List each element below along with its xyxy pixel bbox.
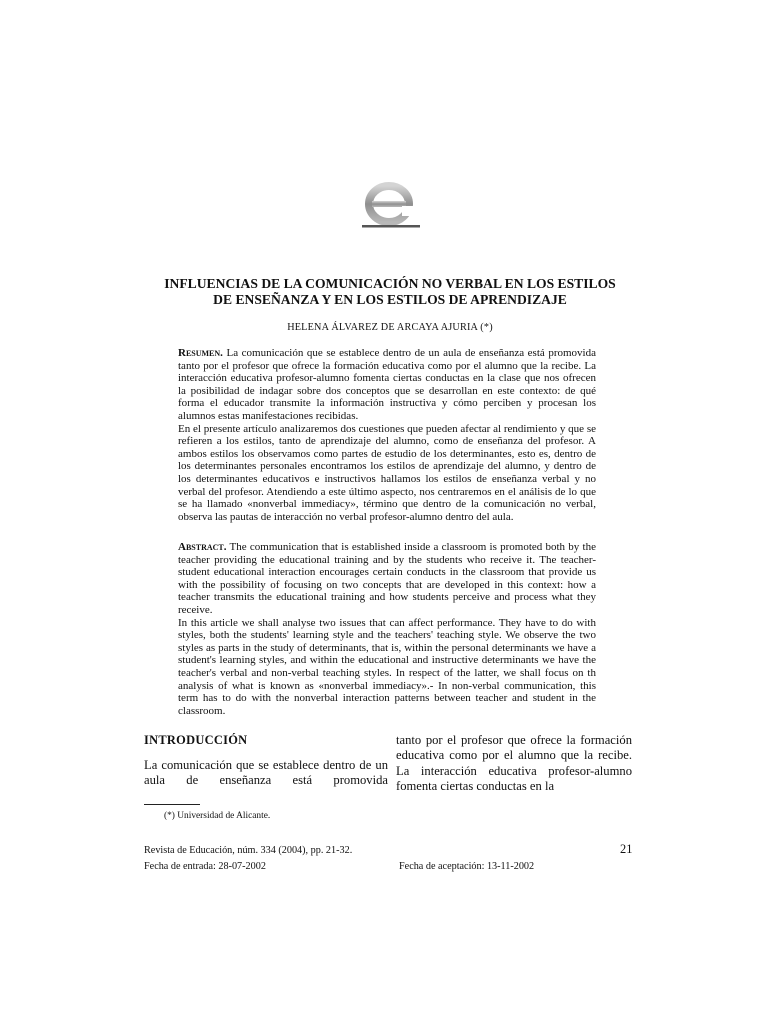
body-left-column-text: La comunicación que se establece dentro de un aula de enseñanza está promovida: [144, 758, 388, 788]
resumen-text-1: La comunicación que se establece dentro de un aula de enseñanza está promovida tanto por el profesor que ofrece la formación educativa como por el alumno que la recibe. La interacción educativa profesor-alumno fomenta ciertas conductas en la clase que nos ofrecen la posibilidad de indagar sobre dos conceptos que se desarrollan en este contexto: de qué forma el educador transmite la información instructiva y cómo perciben y procesan los alumnos estas manifestaciones recibidas.: [178, 347, 596, 422]
resumen-label: Resumen.: [178, 347, 223, 359]
footnote-affiliation: (*) Universidad de Alicante.: [164, 811, 271, 821]
journal-reference: Revista de Educación, núm. 334 (2004), pp. 21-32.: [144, 845, 353, 856]
article-title: [150, 276, 630, 308]
abstract-paragraph-1: [178, 541, 596, 617]
abstract-paragraph-2: In this article we shall analyse two issues that can affect performance. They have to do with styles, both the students' learning style and the teachers' teaching style. We observe the two styles as parts in the study of determinants, that is, within the personal determinants we have a student's learning styles, and within the educational and instructive determinants we have the teacher's verbal and non-verbal teaching styles. In respect of the latter, we shall focus on th analysis of what is known as «nonverbal immediacy».- In non-verbal communication, this term has to do with the nonverbal interaction patterns between teacher and student in the classroom.: [178, 616, 596, 717]
author-name: HELENA ÁLVAREZ DE ARCAYA AJURIA (*): [287, 322, 493, 333]
date-accepted: Fecha de aceptación: 13-11-2002: [399, 861, 535, 872]
footnote-rule: [144, 804, 200, 805]
title-line-1: INFLUENCIAS DE LA COMUNICACIÓN NO VERBAL EN LOS ESTILOS: [164, 276, 616, 291]
abstract-block: [178, 541, 596, 717]
abstract-text-1: The communication that is established inside a classroom is promoted both by the teacher providing the educational training and by the students who receive it. The teacher-student educational interaction encourages certain conducts in the classroom that provide us with the possibility of focusing on two concepts that are developed in this context: how a teacher transmits the educational training and how students perceive and process what they receive.: [178, 541, 596, 616]
body-right-column-text: tanto por el profesor que ofrece la formación educativa como por el alumno que la recibe. La interacción educativa profesor-alumno fomenta ciertas conductas en la: [396, 733, 632, 794]
abstract-label: Abstract.: [178, 541, 227, 553]
section-heading-introduccion: INTRODUCCIÓN: [144, 733, 248, 747]
resumen-block: [178, 347, 596, 523]
resumen-paragraph-2: En el presente artículo analizaremos dos cuestiones que pueden afectar al rendimiento y que se refieren a los estilos, tanto de aprendizaje del alumno, como de enseñanza del profesor. A ambos estilos los observamos como partes de estudio de los determinantes, esto es, dentro de los determinantes personales encontramos los estilos de aprendizaje del alumno, y dentro de los determinantes educativos e instructivos hallamos los estilos de enseñanza verbal y no verbal del profesor. Atendiendo a este último aspecto, nos centraremos en el análisis de lo que se ha llamado «nonverbal immediacy», término que dentro de la comunicación no verbal, observa las pautas de interacción no verbal profesor-alumno dentro del aula.: [178, 422, 596, 523]
date-received: Fecha de entrada: 28-07-2002: [144, 861, 266, 872]
page-number: 21: [620, 842, 633, 856]
resumen-paragraph-1: [178, 347, 596, 423]
journal-e-logo-icon: [362, 170, 420, 230]
title-line-2: DE ENSEÑANZA Y EN LOS ESTILOS DE APRENDIZAJE: [213, 292, 567, 307]
